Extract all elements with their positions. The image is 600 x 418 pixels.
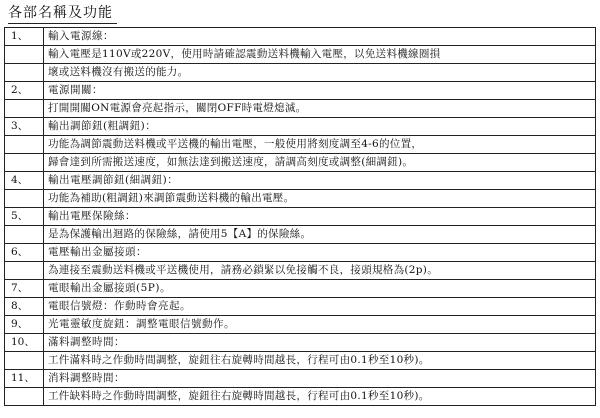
item-heading-row: [5, 334, 596, 352]
item-number: 8、: [5, 298, 44, 316]
item-description: 功能為調節震動送料機或平送機的輸出電壓，一般使用將刻度調至4-6的位置，: [44, 136, 596, 154]
item-description: 工件缺料時之作動時間調整，旋鈕往右旋轉時間越長，行程可由0.1秒至10秒)。: [44, 388, 596, 406]
item-heading-row: [5, 280, 596, 298]
features-table-body: [5, 28, 596, 406]
item-heading: 輸出電壓保險絲：: [44, 208, 596, 226]
blank-cell: [5, 64, 44, 82]
blank-cell: [5, 136, 44, 154]
item-heading: 電眼輸出金屬接頭(5P)。: [44, 280, 596, 298]
item-heading-row: [5, 244, 596, 262]
item-description: 打開開關ON電源會亮起指示，關閉OFF時電燈熄滅。: [44, 100, 596, 118]
item-description-row: [5, 190, 596, 208]
item-number: 2、: [5, 82, 44, 100]
item-description-row: [5, 388, 596, 406]
item-number: 5、: [5, 208, 44, 226]
page-title: 各部名稱及功能: [8, 3, 117, 24]
item-number: 9、: [5, 316, 44, 334]
blank-cell: [5, 154, 44, 172]
item-description-row: [5, 100, 596, 118]
blank-cell: [5, 262, 44, 280]
blank-cell: [5, 226, 44, 244]
item-heading-row: [5, 82, 596, 100]
item-number: 10、: [5, 334, 44, 352]
item-heading: 電眼信號燈：作動時會亮起。: [44, 298, 596, 316]
item-heading: 電壓輸出金屬接頭：: [44, 244, 596, 262]
item-heading: 輸入電源線：: [44, 28, 596, 46]
item-description-row: [5, 352, 596, 370]
item-heading-row: [5, 172, 596, 190]
item-heading-row: [5, 298, 596, 316]
item-number: 6、: [5, 244, 44, 262]
item-heading: 輸出調節鈕(粗調鈕)：: [44, 118, 596, 136]
blank-cell: [5, 190, 44, 208]
blank-cell: [5, 388, 44, 406]
item-number: 7、: [5, 280, 44, 298]
item-description: 輸入電壓是110V或220V，使用時請確認震動送料機輸入電壓，以免送料機線圈損: [44, 46, 596, 64]
item-description-row: [5, 46, 596, 64]
item-heading-row: [5, 118, 596, 136]
features-table: [4, 27, 596, 406]
item-heading: 電源開關：: [44, 82, 596, 100]
item-heading: 消料調整時間：: [44, 370, 596, 388]
item-number: 11、: [5, 370, 44, 388]
item-description: 是為保護輸出迴路的保險絲，請使用5【A】的保險絲。: [44, 226, 596, 244]
item-heading: 滿料調整時間：: [44, 334, 596, 352]
item-heading: 光電靈敏度旋鈕：調整電眼信號動作。: [44, 316, 596, 334]
item-description-row: [5, 226, 596, 244]
item-description: 壞或送料機沒有搬送的能力。: [44, 64, 596, 82]
item-description-row: [5, 262, 596, 280]
item-number: 1、: [5, 28, 44, 46]
item-number: 3、: [5, 118, 44, 136]
item-heading-row: [5, 370, 596, 388]
item-description-row: [5, 136, 596, 154]
item-description: 功能為補助(粗調鈕)來調節震動送料機的輸出電壓。: [44, 190, 596, 208]
blank-cell: [5, 100, 44, 118]
item-heading-row: [5, 28, 596, 46]
item-heading-row: [5, 316, 596, 334]
item-heading-row: [5, 208, 596, 226]
item-description: 為連接至震動送料機或平送機使用，請務必鎖緊以免接觸不良，接頭規格為(2p)。: [44, 262, 596, 280]
item-description: 工件滿料時之作動時間調整，旋鈕往右旋轉時間越長，行程可由0.1秒至10秒)。: [44, 352, 596, 370]
item-description: 歸會達到所需搬送速度，如無法達到搬送速度，請調高刻度或調整(細調鈕)。: [44, 154, 596, 172]
item-heading: 輸出電壓調節鈕(細調鈕)：: [44, 172, 596, 190]
blank-cell: [5, 352, 44, 370]
item-description-row: [5, 154, 596, 172]
item-number: 4、: [5, 172, 44, 190]
blank-cell: [5, 46, 44, 64]
item-description-row: [5, 64, 596, 82]
